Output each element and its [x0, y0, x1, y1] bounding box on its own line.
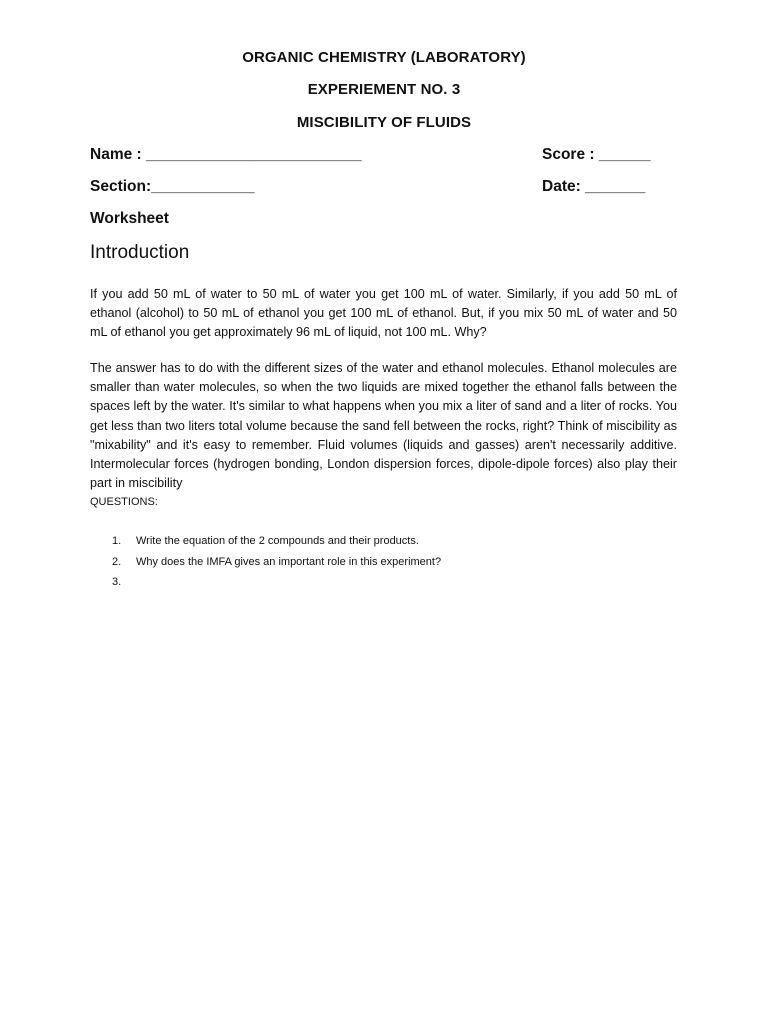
course-title: ORGANIC CHEMISTRY (LABORATORY): [242, 49, 526, 66]
date-field: Date: _______: [542, 178, 646, 195]
score-field: Score : ______: [542, 146, 651, 163]
questions-list: [112, 531, 441, 593]
experiment-title: MISCIBILITY OF FLUIDS: [296, 114, 472, 131]
introduction-paragraph-2: The answer has to do with the different sizes of the water and ethanol molecules. Ethanol molecules are smaller than water molecules, so when the two liquids are mixed together the ethanol falls between the spaces left by the water. It's similar to what happens when you mix a liter of sand and a liter of rocks. You get less than two liters total volume because the sand fell between the rocks, right? Think of miscibility as "mixability" and it's easy to remember. Fluid volumes (liquids and gasses) aren't necessarily additive. Intermolecular forces (hydrogen bonding, London dispersion forces, dipole-dipole forces) also play their part in miscibility: [90, 361, 677, 491]
question-item: [112, 531, 441, 552]
introduction-paragraph-1: If you add 50 mL of water to 50 mL of water you get 100 mL of water. Similarly, if you add 50 mL of ethanol (alcohol) to 50 mL of ethanol you get 100 mL of ethanol. But, if you mix 50 mL of water and 50 mL of ethanol you get approximately 96 mL of liquid, not 100 mL. Why?: [90, 287, 677, 340]
experiment-number: EXPERIEMENT NO. 3: [307, 81, 461, 98]
question-number: 3.: [112, 576, 122, 588]
question-item: [112, 552, 441, 573]
question-number: 2.: [112, 555, 122, 568]
question-text: Write the equation of the 2 compounds and their products.: [136, 535, 419, 547]
section-field: Section:____________: [90, 178, 255, 195]
worksheet-label: Worksheet: [90, 210, 169, 227]
question-number: 1.: [112, 535, 122, 547]
introduction-heading: Introduction: [90, 242, 190, 263]
name-field: Name : _________________________: [90, 146, 362, 163]
question-item: [112, 572, 441, 593]
question-text: Why does the IMFA gives an important role in this experiment?: [136, 555, 442, 568]
questions-label: QUESTIONS:: [90, 496, 158, 508]
